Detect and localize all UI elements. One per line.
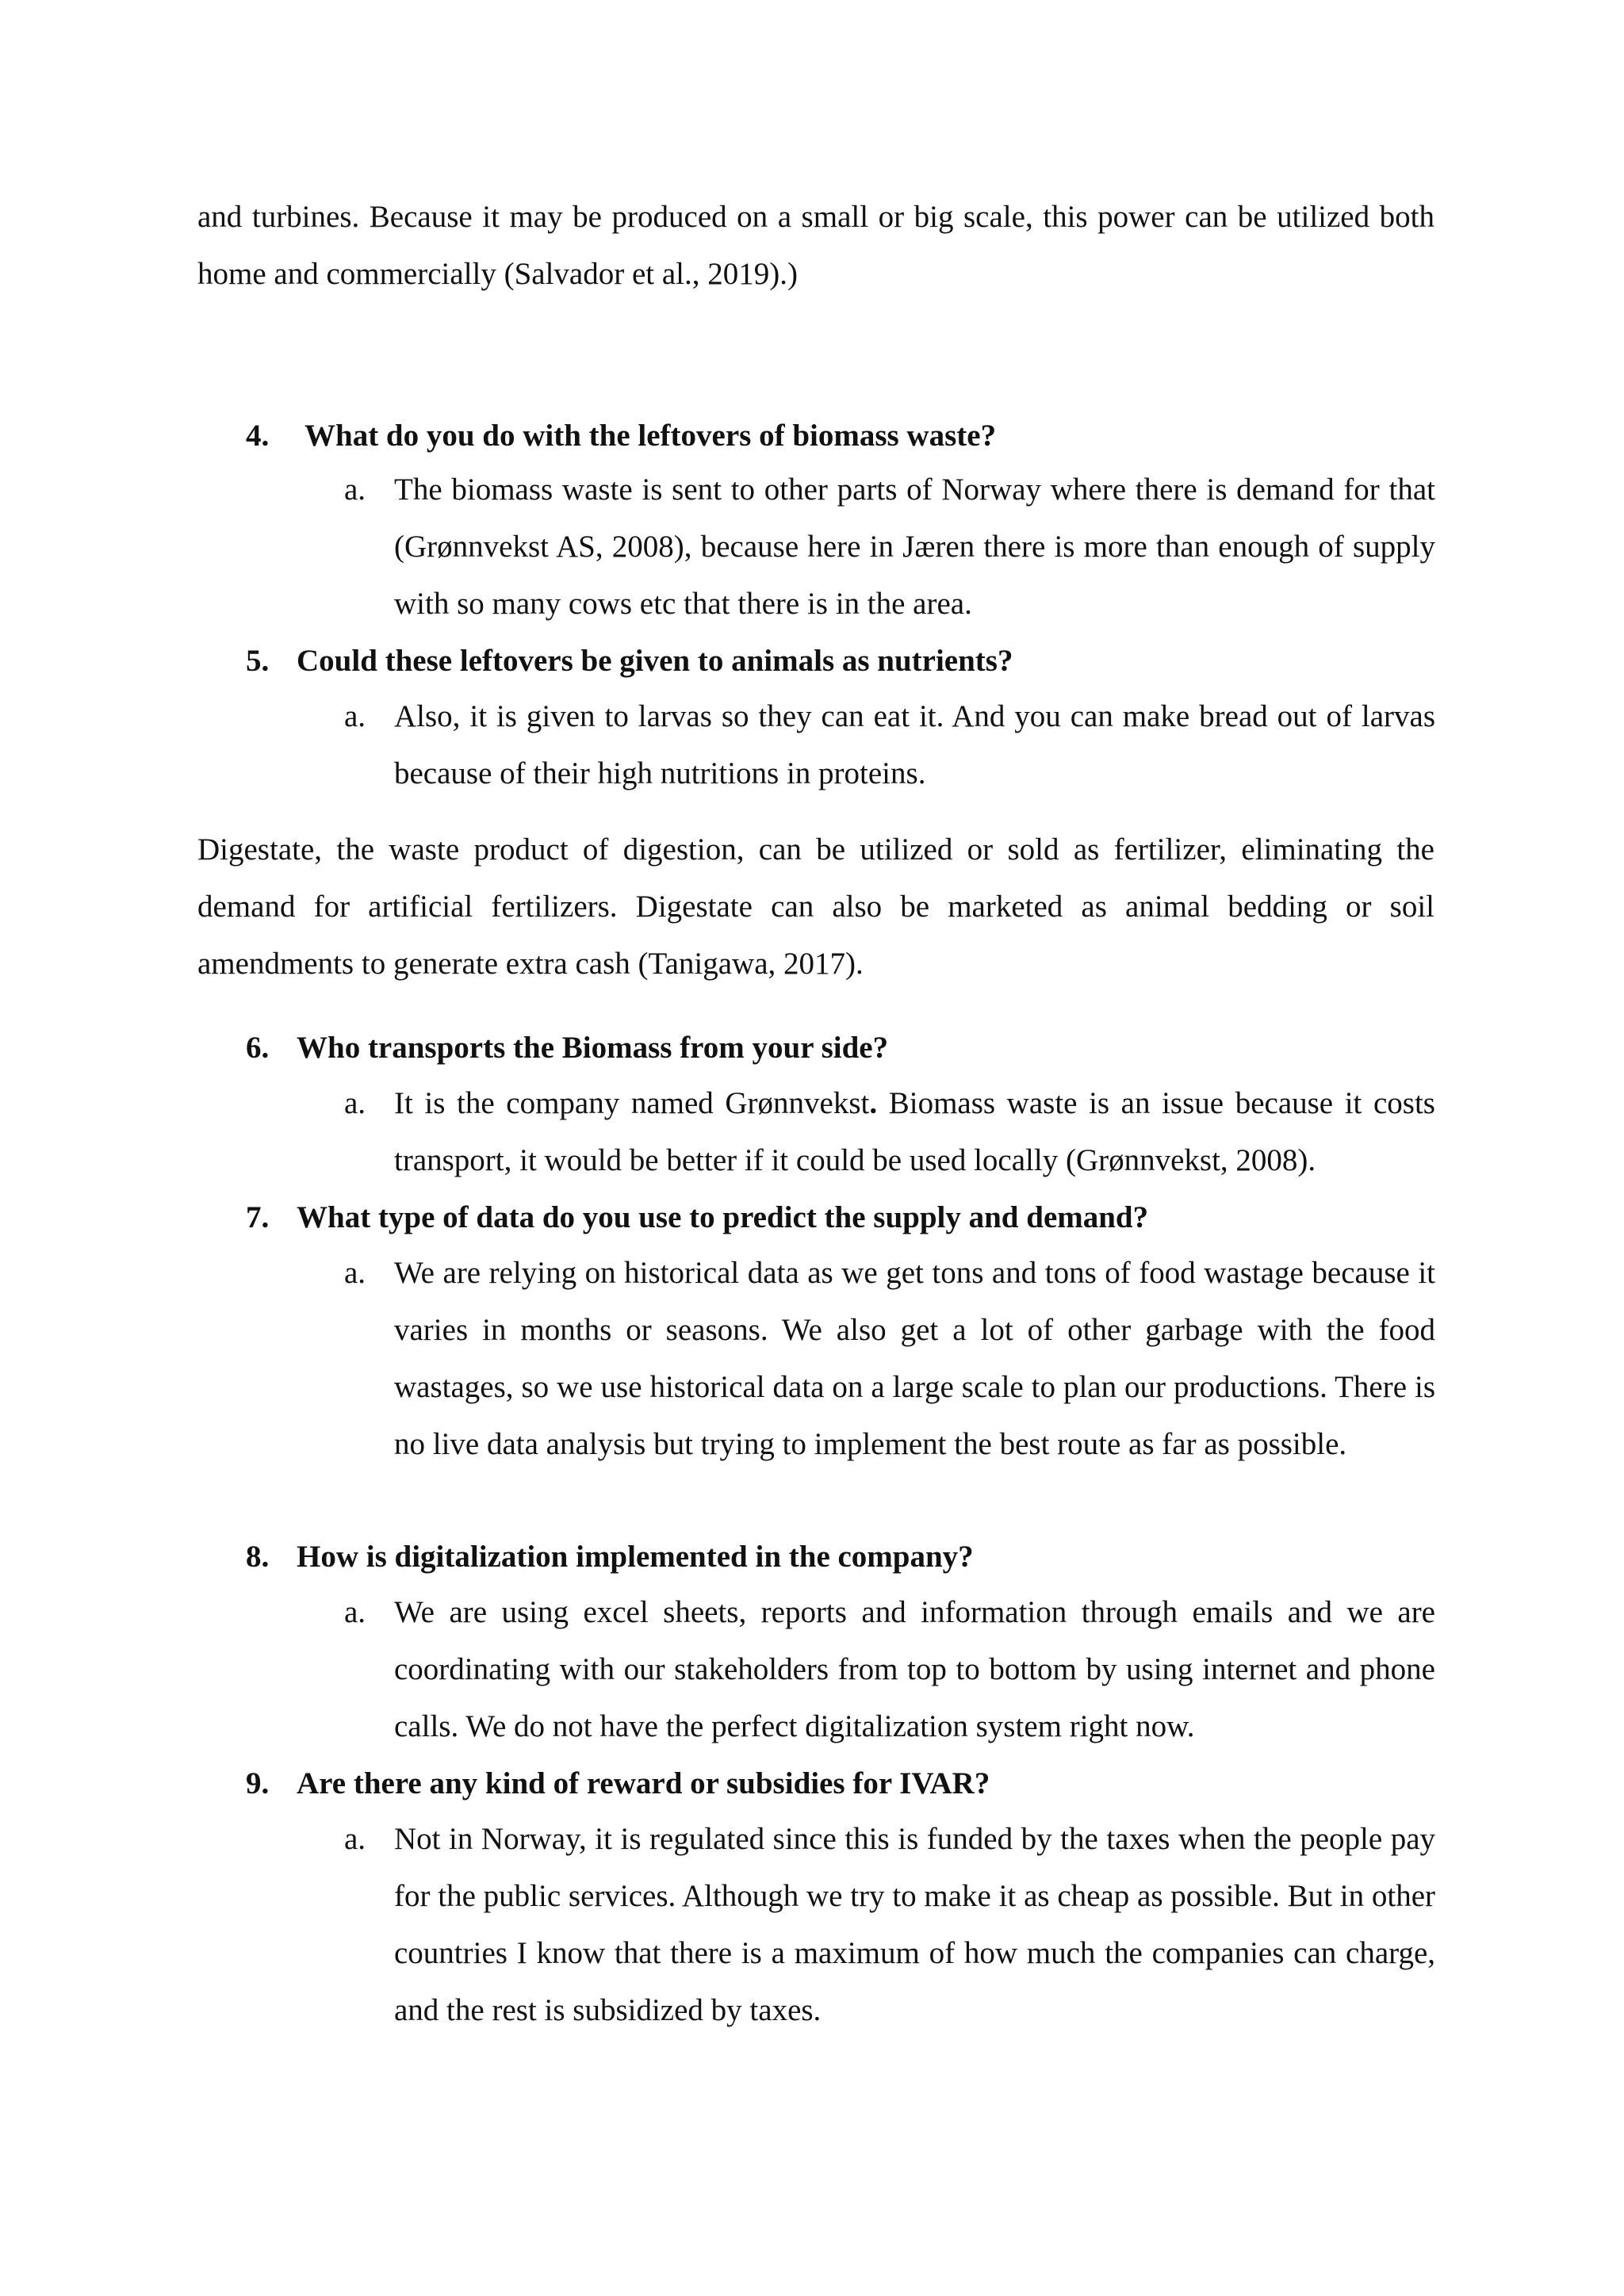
question-5-text: Could these leftovers be given to animals as nutrients? <box>297 644 1013 678</box>
answer-5 <box>344 688 1435 802</box>
answer-9-text: Not in Norway, it is regulated since this is funded by the taxes when the people pay for the public services. Although we try to make it as cheap as possible. But in other countries I know that there is a maximum of how much the companies can charge, and the rest is subsidized by taxes. <box>394 1822 1435 2027</box>
question-6-text: Who transports the Biomass from your side? <box>297 1031 889 1065</box>
question-7 <box>246 1189 1435 1246</box>
answer-9-marker: a. <box>344 1822 366 1856</box>
answer-6 <box>344 1075 1435 1189</box>
question-4 <box>246 408 1435 465</box>
answer-8-text: We are using excel sheets, reports and information through emails and we are coordinating with our stakeholders from top to bottom by using internet and phone calls. We do not have the perfect digitalization system right now. <box>394 1595 1435 1743</box>
answer-6-text <box>394 1075 1435 1189</box>
digestate-paragraph: Digestate, the waste product of digestion, can be utilized or sold as fertilizer, eliminating the demand for artificial fertilizers. Digestate can also be marketed as animal bedding or soil amendments to generate extra cash (Tanigawa, 2017). <box>197 832 1434 981</box>
question-8-number: 8. <box>246 1540 270 1574</box>
question-9-number: 9. <box>246 1766 270 1800</box>
answer-8 <box>344 1584 1435 1755</box>
question-5 <box>246 633 1435 690</box>
answer-7-marker: a. <box>344 1256 366 1290</box>
question-9-text: Are there any kind of reward or subsidies for IVAR? <box>297 1766 990 1800</box>
answer-7 <box>344 1245 1435 1473</box>
question-9 <box>246 1755 1435 1812</box>
question-8 <box>246 1529 1435 1586</box>
question-5-number: 5. <box>246 644 270 678</box>
question-7-number: 7. <box>246 1200 270 1234</box>
answer-6-text-part2: Biomass waste is an issue because it costs transport, it would be better if it could be used locally (Grønnvekst, 2008). <box>394 1086 1435 1177</box>
answer-9 <box>344 1811 1435 2039</box>
question-8-text: How is digitalization implemented in the company? <box>297 1540 974 1574</box>
answer-4-marker: a. <box>344 473 366 507</box>
answer-6-bold-period: . <box>869 1086 878 1120</box>
answer-8-marker: a. <box>344 1595 366 1629</box>
answer-4 <box>344 461 1435 633</box>
question-7-text: What type of data do you use to predict the supply and demand? <box>297 1200 1149 1234</box>
question-6 <box>246 1020 1435 1077</box>
answer-5-marker: a. <box>344 699 366 733</box>
answer-6-text-part1: It is the company named Grønnvekst <box>394 1086 870 1120</box>
question-6-number: 6. <box>246 1031 270 1065</box>
intro-paragraph: and turbines. Because it may be produced on a small or big scale, this power can be utilized both home and commercially (Salvador et al., 2019).) <box>197 200 1434 291</box>
answer-7-text: We are relying on historical data as we get tons and tons of food wastage because it varies in months or seasons. We also get a lot of other garbage with the food wastages, so we use historical data on a large scale to plan our productions. There is no live data analysis but trying to implement the best route as far as possible. <box>394 1256 1435 1461</box>
answer-5-text: Also, it is given to larvas so they can eat it. And you can make bread out of larvas because of their high nutritions in proteins. <box>394 699 1435 790</box>
question-4-text: What do you do with the leftovers of biomass waste? <box>304 419 997 453</box>
question-4-number: 4. <box>246 419 270 453</box>
answer-6-marker: a. <box>344 1086 366 1120</box>
answer-4-text: The biomass waste is sent to other parts of Norway where there is demand for that (Grønnvekst AS, 2008), because here in Jæren there is more than enough of supply with so many cows etc that there is in the area. <box>394 473 1435 621</box>
